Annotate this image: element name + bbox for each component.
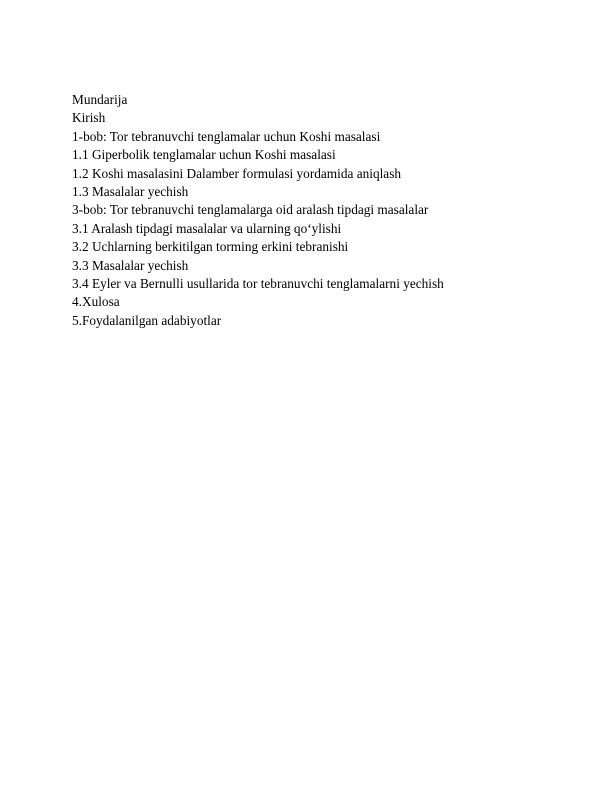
toc-entry-chapter-3: 3-bob: Tor tebranuvchi tenglamalarga oid aralash tipdagi masalalar bbox=[72, 202, 429, 218]
toc-entry-1-2: 1.2 Koshi masalasini Dalamber formulasi yordamida aniqlash bbox=[72, 165, 402, 181]
toc-entry-1-1: 1.1 Giperbolik tenglamalar uchun Koshi masalasi bbox=[72, 147, 336, 163]
toc-title: Mundarija bbox=[72, 92, 128, 107]
toc-entry-kirish: Kirish bbox=[72, 110, 106, 126]
toc-entry-3-4: 3.4 Eyler va Bernulli usullarida tor tebranuvchi tenglamalarni yechish bbox=[72, 276, 444, 292]
toc-entry-conclusion: 4.Xulosa bbox=[72, 294, 120, 310]
toc-entry-references: 5.Foydalanilgan adabiyotlar bbox=[72, 312, 222, 328]
toc-entry-3-1: 3.1 Aralash tipdagi masalalar va ularning qo‘ylishi bbox=[72, 220, 342, 236]
toc-entry-3-3: 3.3 Masalalar yechish bbox=[72, 257, 189, 273]
toc-entry-1-3: 1.3 Masalalar yechish bbox=[72, 184, 189, 200]
toc-entry-3-2: 3.2 Uchlarning berkitilgan torming erkini tebranishi bbox=[72, 239, 349, 255]
table-of-contents bbox=[72, 91, 552, 330]
toc-entry-chapter-1: 1-bob: Tor tebranuvchi tenglamalar uchun Koshi masalasi bbox=[72, 128, 381, 144]
